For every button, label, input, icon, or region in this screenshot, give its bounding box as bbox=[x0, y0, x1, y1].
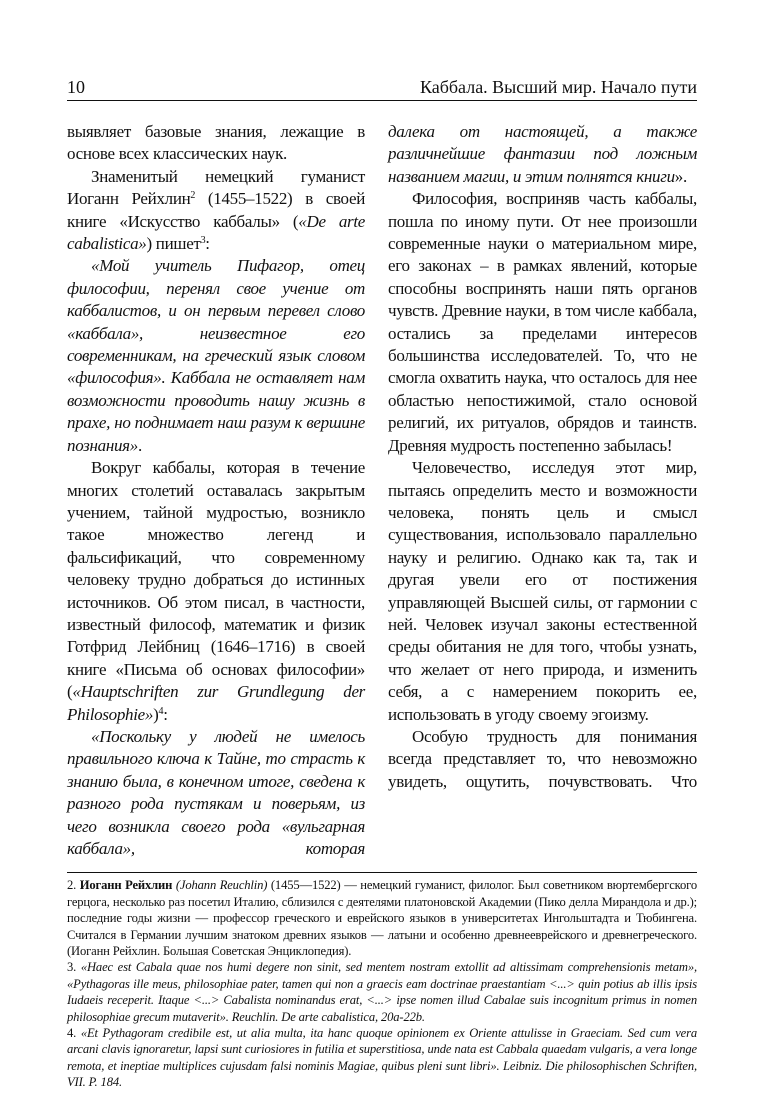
footnote-ref: 3 bbox=[200, 235, 206, 247]
text-run: Человечество, исследуя этот мир, пытаясь определить место и возможности человека, понять цель и смысл существования, использовало параллельно науку и религию. Однако как та, так и другая увели его от постижения управляющей Высшей силы, от гармонии с ней. Человек изучал законы естественной среды обитания не для того, чтобы узнать, что желает от него природа, и изменить себя, а с намерением покорить ее, использовать в угоду своему эгоизму. bbox=[388, 458, 697, 724]
text-run: Вокруг каббалы, которая в течение многих столетий оставалась закрытым учением, тайной мудростью, возникло такое множество легенд и фальсификаций, что современному человеку трудно добраться до истинных источников. Об этом писал, в частности, известный философ, математик и физик Готфрид Лейбниц (1646–1716) в своей книге «Письма об основах философии» ( bbox=[67, 458, 365, 702]
page-number: 10 bbox=[67, 77, 85, 97]
text-run: (1455–1522) в своей книге «Искусство каббалы» ( bbox=[67, 189, 366, 231]
footnote-ref: 2 bbox=[190, 190, 196, 202]
text-run: (1455—1522) — немецкий гуманист, филолог. Был советником вюртембергского герцога, несколько раз посетил Италию, сблизился с деятелями платоновской Академии (Пико делла Мирандола и др.); последние годы жизни — профессор греческого и еврейского языков в университетах Ингольштадта и Тюбингена. Считался в Германии лучшим знатоком древних языков — латыни и особенно древнееврейского и древнегреческого. (Иоганн Рейхлин. Большая Советская Энциклопедия). bbox=[67, 878, 697, 959]
footnotes bbox=[67, 877, 697, 1090]
text-run: «De arte cabalistica» bbox=[67, 211, 366, 254]
text-run: Знаменитый немецкий гуманист Иоганн Рейхлин bbox=[67, 166, 365, 209]
text-run: «Haec est Cabala quae nos humi degere non sinit, sed mentem nostram extollit ad altissimam comprehensionis metam», «Pythagoras ille meus, philosophiae pater, tamen qui non a graecis eam doctrinae praestantiam <...> quin potius ab illis ipsis Iudaeis receperit. Itaque <...> Cabalista nominandus erat, <...> ipse nomen illud Cabalae suis incognitum primus in nomen philosophiae grecum mutaverit». Reuchlin. De arte cabalistica, 20a-22b. bbox=[67, 960, 697, 1024]
running-title: Каббала. Высший мир. Начало пути bbox=[419, 77, 697, 97]
footnote bbox=[67, 1025, 697, 1091]
paragraph bbox=[388, 188, 697, 457]
paragraph bbox=[67, 255, 365, 457]
paragraph bbox=[388, 726, 697, 793]
paragraph bbox=[67, 121, 365, 166]
footnote bbox=[67, 959, 697, 1025]
text-run: ) пишет bbox=[146, 234, 201, 254]
text-run: «Мой учитель Пифагор, отец философии, перенял свое учение от каббалистов, и он первым перевел слово «каббала», неизвестное его современникам, на греческий язык словом «философия». Каббала не оставляет нам возможности проводить нашу жизнь в прахе, но поднимает наш разум к вершине познания» bbox=[67, 256, 365, 455]
body-columns bbox=[67, 121, 697, 860]
paragraph bbox=[67, 166, 365, 256]
left-column bbox=[67, 121, 365, 860]
right-column bbox=[388, 121, 697, 793]
text-run: Иоганн Рейхлин bbox=[79, 878, 173, 893]
text-run: «Et Pythagoram credibile est, ut alia multa, ita hanc quoque opinionem ex Oriente attulisse in Graeciam. Sed cum vera arcani clavis ignoraretur, lapsi sunt curiosiores in futilia et superstitiosa, unde nata est Cabbala quaedam vulgaris, a vera longe remota, et ineptiae multiplices cujusdam falsi nominis Magiae, quibus pleni sunt libri». Leibniz. Die philosophischen Schriften, VII. P. 184. bbox=[67, 1026, 697, 1090]
text-run: ». bbox=[674, 166, 687, 186]
footnote-divider bbox=[67, 872, 697, 873]
paragraph bbox=[388, 121, 697, 188]
text-run: далека от настоящей, а также различнейшие фантазии под ложным названием магии, и этим полнятся книги bbox=[388, 122, 697, 186]
footnote-ref: 4 bbox=[158, 705, 164, 717]
text-run: : bbox=[163, 704, 168, 724]
text-run: . bbox=[137, 435, 142, 455]
footnote bbox=[67, 877, 697, 959]
text-run: «Hauptschriften zur Grundlegung der Philosophie» bbox=[67, 682, 365, 724]
text-run: 4. bbox=[67, 1026, 81, 1041]
text-run: (Johann Reuchlin) bbox=[175, 878, 268, 893]
text-run: выявляет базовые знания, лежащие в основе всех классических наук. bbox=[67, 122, 365, 164]
text-run: Особую трудность для понимания всегда представляет то, что невозможно увидеть, ощутить, почувствовать. Что bbox=[388, 726, 697, 791]
text-run: : bbox=[205, 234, 210, 254]
text-run: «Поскольку у людей не имелось правильного ключа к Тайне, то страсть к знанию была, в конечном итоге, сведена к разного рода пустякам и поверьям, из чего возникла своего рода «вульгарная каббала», которая bbox=[67, 726, 365, 858]
text-run: 3. bbox=[67, 960, 81, 975]
paragraph bbox=[67, 726, 365, 860]
text-run: Философия, восприняв часть каббалы, пошла по иному пути. От нее произошли современные науки о материальном мире, его законах – в рамках явлений, которые способны воспринять наши пять органов чувств. Древние науки, в том числе каббала, остались за пределами интересов большинства исследователей. То, что не смогла охватить наука, что осталось для нее областью непостижимой, стало основой религий, их ритуалов, обрядов и таинств. Древняя мудрость постепенно забылась! bbox=[388, 189, 697, 455]
paragraph bbox=[67, 457, 365, 726]
paragraph bbox=[388, 457, 697, 726]
running-header bbox=[67, 76, 697, 101]
text-run: 2. bbox=[67, 878, 80, 893]
text-run: ) bbox=[153, 704, 159, 724]
